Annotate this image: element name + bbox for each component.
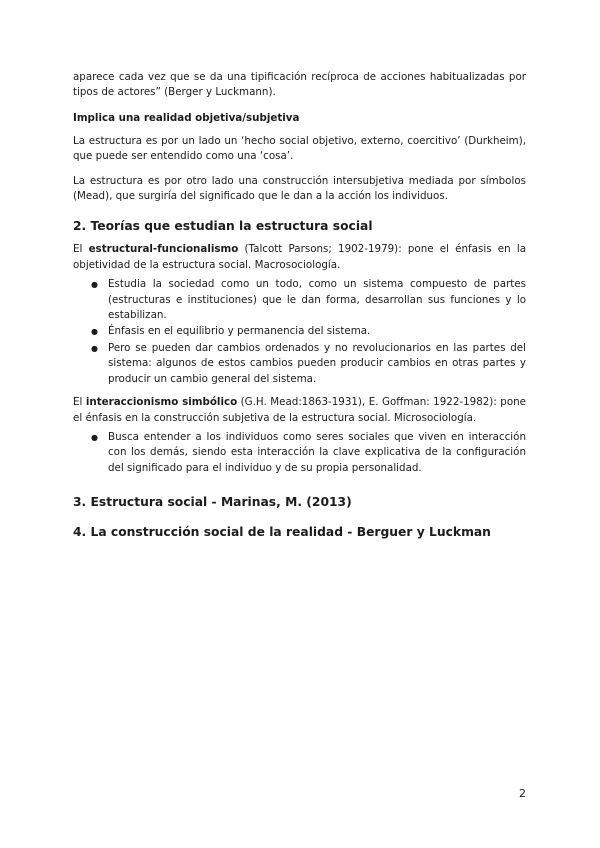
bullet-icon: ● bbox=[91, 432, 98, 442]
subheading-objective-subjective: Implica una realidad objetiva/subjetiva bbox=[73, 111, 300, 124]
paragraph-symbolic-interactionism bbox=[73, 395, 526, 426]
paragraph-structural-functionalism bbox=[73, 242, 526, 273]
func-rest: (Talcott Parsons; 1902-1979): pone el énfasis en la objetividad de la estructura social. Macrosociología. bbox=[73, 243, 527, 271]
interactionism-bullet-list bbox=[73, 430, 526, 476]
page-content bbox=[73, 70, 526, 548]
page-number: 2 bbox=[519, 787, 526, 800]
func-lead: El bbox=[73, 243, 89, 256]
inter-rest: (G.H. Mead:1863-1931), E. Goffman: 1922-1982): pone el énfasis en la construcción subjetiva de la estructura social. Microsociología. bbox=[73, 396, 526, 424]
section-4-heading: 4. La construcción social de la realidad - Berguer y Luckman bbox=[73, 525, 491, 540]
list-item-text: Busca entender a los individuos como seres sociales que viven en interacción con los demás, siendo esta interacción la clave explicativa de la configuración del significado para el individuo y de su propia personalidad. bbox=[108, 430, 526, 474]
functionalism-bullet-list bbox=[73, 277, 526, 387]
term-structural-functionalism: estructural-funcionalismo bbox=[88, 243, 239, 256]
term-symbolic-interactionism: interaccionismo simbólico bbox=[85, 396, 238, 409]
intro-continuation: aparece cada vez que se da una tipificación recíproca de acciones habitualizadas por tipos de actores” (Berger y Luckmann). bbox=[73, 71, 526, 99]
section-3-heading: 3. Estructura social - Marinas, M. (2013) bbox=[73, 495, 352, 510]
list-item bbox=[91, 341, 526, 387]
bullet-icon: ● bbox=[91, 343, 98, 353]
section-2-heading: 2. Teorías que estudian la estructura social bbox=[73, 219, 373, 234]
list-item-text: Énfasis en el equilibrio y permanencia del sistema. bbox=[108, 325, 371, 338]
inter-lead: El bbox=[73, 396, 86, 409]
list-item-text: Estudia la sociedad como un todo, como un sistema compuesto de partes (estructuras e instituciones) que le dan forma, desarrollan sus funciones y lo estabilizan. bbox=[108, 278, 526, 322]
list-item bbox=[91, 324, 526, 339]
list-item bbox=[91, 277, 526, 323]
list-item bbox=[91, 430, 526, 476]
bullet-icon: ● bbox=[91, 327, 98, 337]
paragraph-intersubjective-structure: La estructura es por otro lado una construcción intersubjetiva mediada por símbolos (Mead), que surgiría del significado que le dan a la acción los individuos. bbox=[73, 174, 526, 203]
paragraph-objective-structure: La estructura es por un lado un ‘hecho social objetivo, externo, coercitivo’ (Durkheim), que puede ser entendido como una ‘cosa’. bbox=[73, 134, 526, 163]
list-item-text: Pero se pueden dar cambios ordenados y no revolucionarios en las partes del sistema: algunos de estos cambios pueden producir cambios en otras partes y producir un cambio general del sistema. bbox=[108, 341, 526, 385]
bullet-icon: ● bbox=[91, 280, 98, 290]
